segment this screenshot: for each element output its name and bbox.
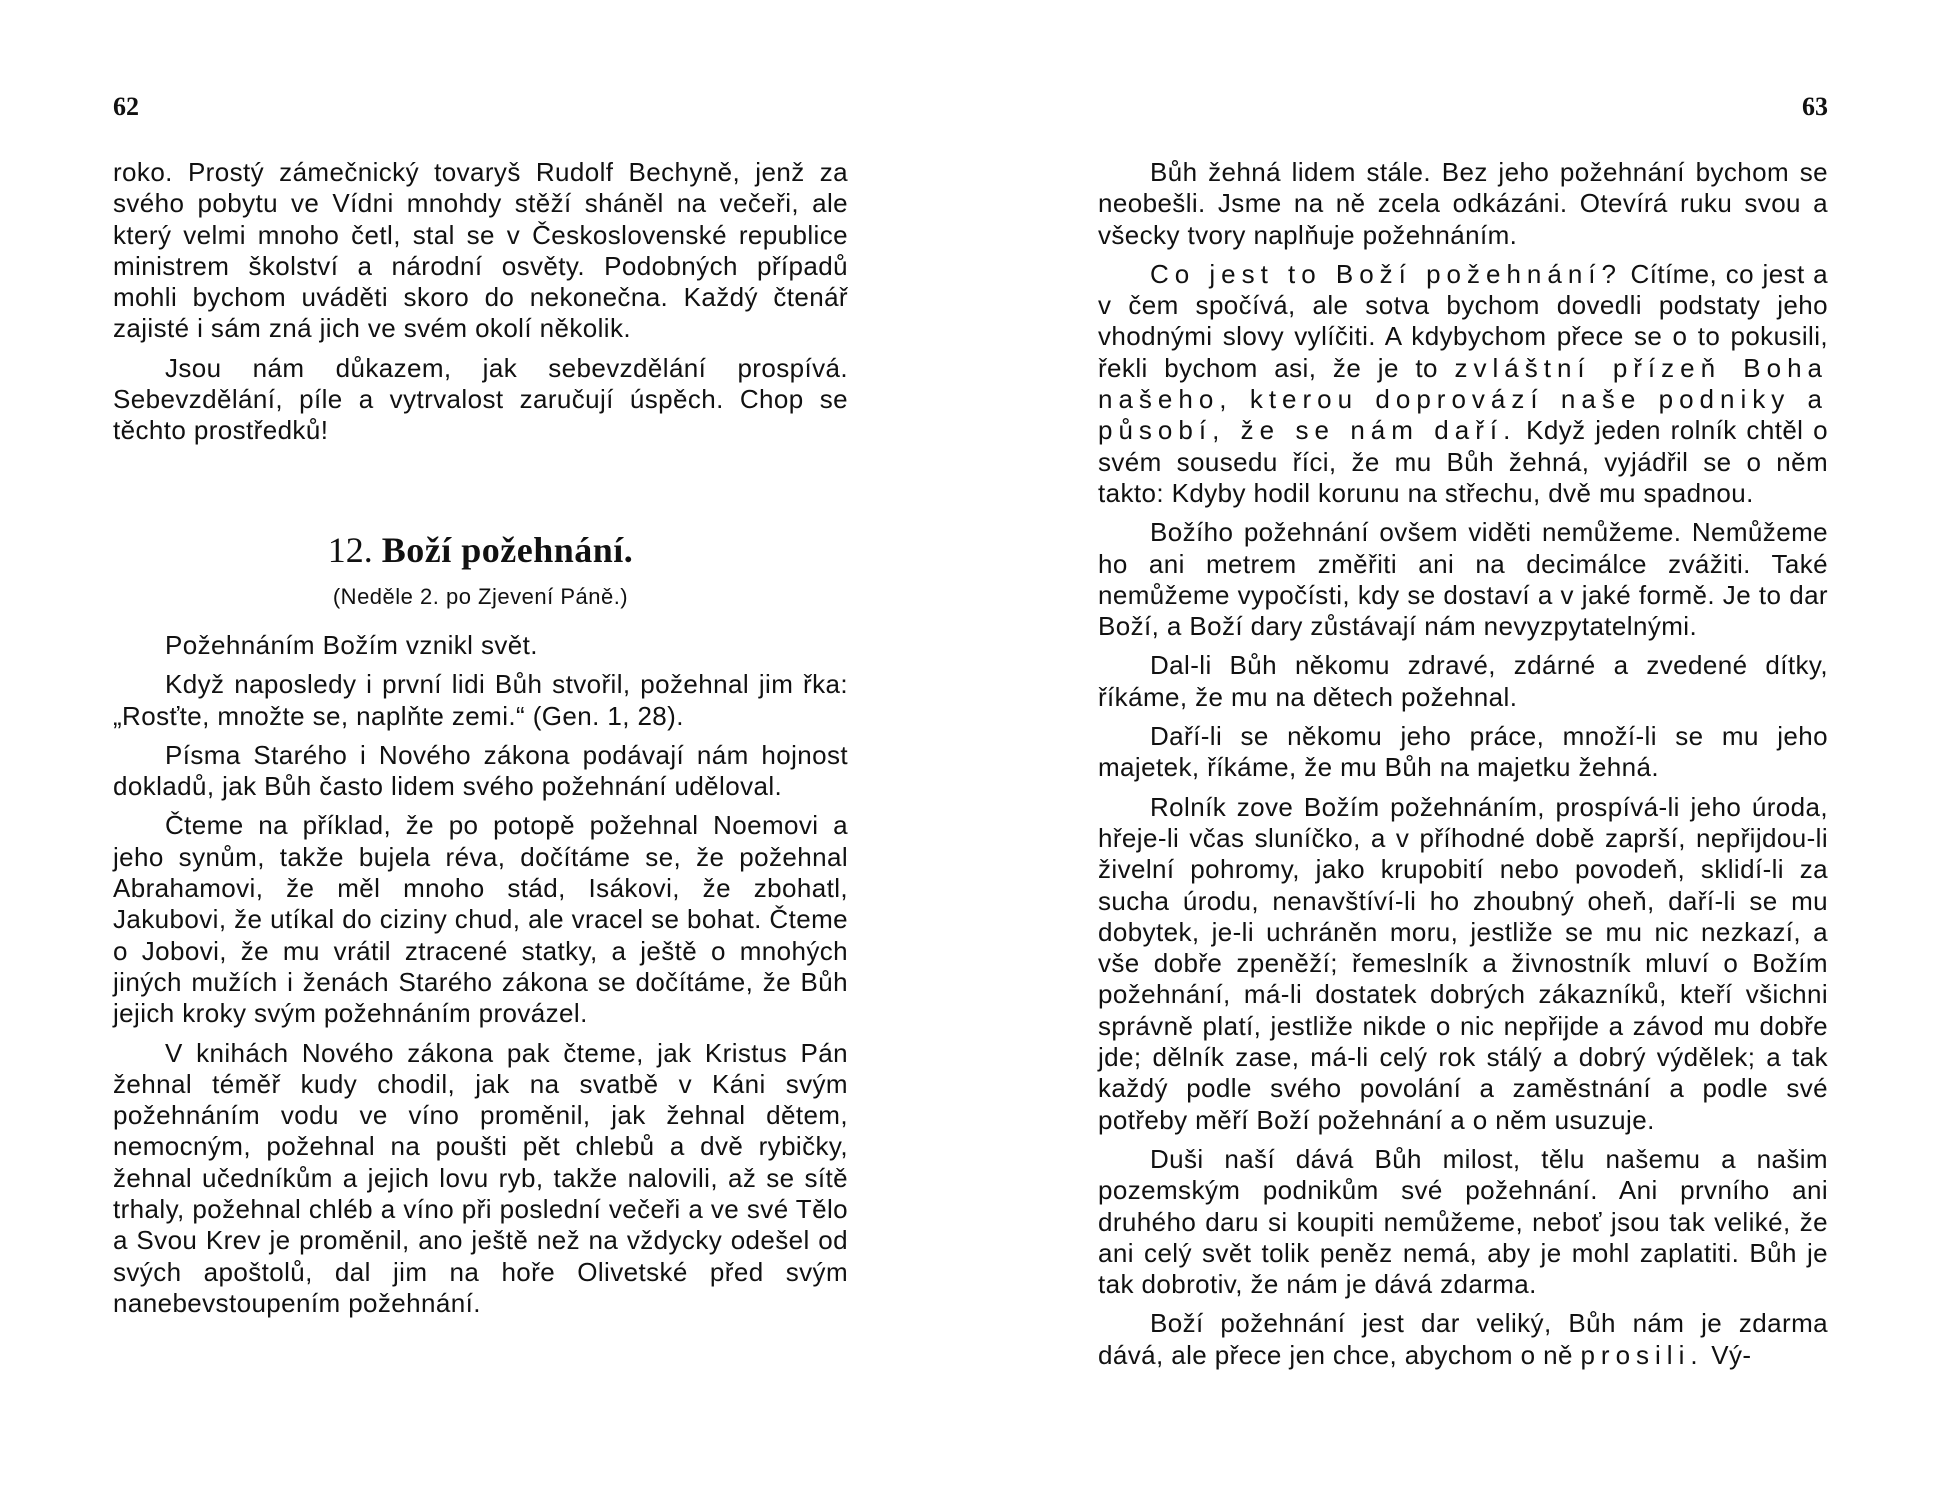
- chapter-title: [113, 529, 848, 571]
- paragraph: Rolník zove Božím požehnáním, prospívá-li jeho úroda, hřeje-li včas sluníčko, a v příhodné době zaprší, nepřijdou-li živelní pohromy, jako krupobití nebo povodeň, sklidí-li za sucha úrodu, nenavštíví-li ho zhoubný oheň, daří-li se mu dobytek, je-li uchráněn moru, jestliže se mu nic nezkazí, a vše dobře zpeněží; řemeslník a živnostník mluví o Božím požehnání, má-li dostatek dobrých zákazníků, kteří všichni správně platí, jestliže nikde o nic nepřijde a závod mu dobře jde; dělník zase, má-li celý rok stálý a dobrý výdělek; a tak každý podle svého povolání a zaměstnání a podle své potřeby měří Boží požehnání a o něm usuzuje.: [1098, 791, 1828, 1135]
- paragraph: [1098, 259, 1828, 509]
- paragraph: Dal-li Bůh někomu zdravé, zdárné a zvedené dítky, říkáme, že mu na dětech požehnal.: [1098, 650, 1828, 712]
- paragraph: Daří-li se někomu jeho práce, množí-li se mu jeho majetek, říkáme, že mu Bůh na majetku žehná.: [1098, 721, 1828, 783]
- chapter-heading: [113, 529, 848, 611]
- paragraph: Požehnáním Božím vznikl svět.: [165, 630, 538, 660]
- paragraph-text: Vý-: [1703, 1339, 1752, 1370]
- paragraph: Jsou nám důkazem, jak sebevzdělání prospívá. Sebevzdělání, píle a vytrvalost zaručují úspěch. Chop se těchto prostředků!: [113, 352, 848, 446]
- paragraph: roko. Prostý zámečnický tovaryš Rudolf Bechyně, jenž za svého pobytu ve Vídni mnohdy stěží sháněl na večeři, ale který velmi mnoho četl, stal se v Československé republice ministrem školství a národní osvěty. Podobných případů mohli bychom uváděti skoro do nekonečna. Každý čtenář zajisté i sám zná jich ve svém okolí několik.: [113, 157, 848, 344]
- right-page: [1098, 0, 1828, 1500]
- paragraph: Čteme na příklad, že po potopě požehnal Noemovi a jeho synům, takže bujela réva, dočítáme se, že požehnal Abrahamovi, že měl mnoho stád, Isákovi, že zbohatl, Jakubovi, že utíkal do ciziny chud, ale vracel se bohat. Čteme o Jobovi, že mu vrátil ztracené statky, a ještě o mnohých jiných mužích i ženách Starého zákona se dočítáme, že Bůh jejich kroky svým požehnáním provázel.: [113, 810, 848, 1029]
- paragraph: Když naposledy i první lidi Bůh stvořil, požehnal jim řka: „Rosťte, množte se, naplňte zemi.“ (Gen. 1, 28).: [113, 669, 848, 731]
- paragraph-text: Když jeden rolník chtěl o svém sousedu říci, že mu Bůh žehná, vyjádřil se o něm takto: Kdyby hodil korunu na střechu, dvě mu spadnou.: [1098, 415, 1828, 508]
- paragraph: Duši naší dává Bůh milost, tělu našemu a našim pozemským podnikům své požehnání. Ani prvního ani druhého daru si koupiti nemůžeme, neboť jsou tak veliké, že ani celý svět tolik peněz nemá, aby je mohl zaplatiti. Bůh je tak dobrotiv, že nám je dává zdarma.: [1098, 1143, 1828, 1300]
- page-number-right: 63: [1802, 92, 1828, 121]
- paragraph: Bůh žehná lidem stále. Bez jeho požehnání bychom se neobešli. Jsme na ně zcela odkázáni. Otevírá ruku svou a všecky tvory naplňuje požehnáním.: [1098, 157, 1828, 250]
- left-text-bottom: [113, 630, 848, 1327]
- paragraph: Písma Starého i Nového zákona podávají nám hojnost dokladů, jak Bůh často lidem svého požehnání uděloval.: [113, 739, 848, 802]
- paragraph: V knihách Nového zákona pak čteme, jak Kristus Pán žehnal téměř kudy chodil, jak na svatbě v Káni svým požehnáním vodu ve víno proměnil, jak žehnal dětem, nemocným, požehnal na poušti pět chlebů a dvě rybičky, žehnal učedníkům a jejich lovu ryb, takže nalovili, až se sítě trhaly, požehnal chléb a víno při poslední večeři a ve své Tělo a Svou Krev je proměnil, ano ještě než na vždycky odešel od svých apoštolů, dal jim na hoře Olivetské před svým nanebevstoupením požehnání.: [113, 1037, 848, 1318]
- paragraph: [1098, 1308, 1828, 1371]
- chapter-number: 12.: [327, 530, 373, 570]
- paragraph: Božího požehnání ovšem viděti nemůžeme. Nemůžeme ho ani metrem změřiti ani na decimálce zvážiti. Také nemůžeme vypočísti, kdy se dostaví a v jaké formě. Je to dar Boží, a Boží dary zůstávají nám nevyzpytatelnými.: [1098, 517, 1828, 642]
- paragraph-text: Boží požehnání jest dar veliký, Bůh nám je zdarma dává, ale přece jen chce, abychom o ně: [1098, 1308, 1828, 1370]
- spaced-text: Co jest to Boží požehnání?: [1150, 258, 1622, 289]
- chapter-name: Boží požehnání.: [381, 530, 634, 570]
- left-page: [113, 0, 848, 1500]
- page-number-left: 62: [113, 92, 139, 121]
- spaced-text: prosili.: [1580, 1339, 1704, 1370]
- left-text-top: [113, 157, 848, 455]
- chapter-subtitle: (Neděle 2. po Zjevení Páně.): [332, 584, 629, 609]
- spaced-text: zvláštní přízeň Boha našeho, kterou doprovází naše podniky a působí, že se nám daří.: [1098, 352, 1828, 446]
- right-text: [1098, 157, 1828, 1379]
- paragraph-text: Cítíme, co jest a v čem spočívá, ale sotva bychom dovedli podstaty jeho vhodnými slovy vylíčiti. A kdybychom přece se o to pokusili, řekli bychom asi, že je to: [1098, 258, 1828, 383]
